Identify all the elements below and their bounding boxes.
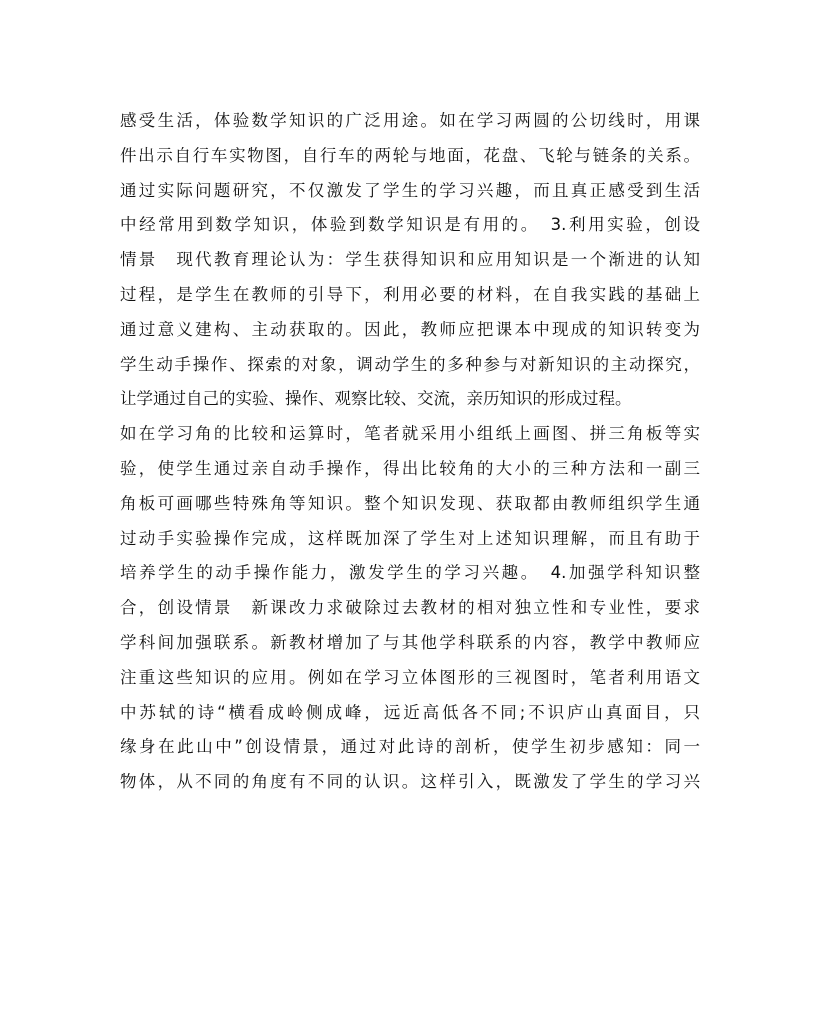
text-line: 学生动手操作、探索的对象，调动学生的多种参与对新知识的主动探究， [120,354,700,374]
text-line: 中经常用到数学知识，体验到数学知识是有用的。 3.利用实验，创设 [120,215,700,235]
text-line: 通过意义建构、主动获取的。因此，教师应把课本中现成的知识转变为 [120,319,700,339]
text-line: 物体，从不同的角度有不同的认识。这样引入，既激发了学生的学习兴 [120,772,700,792]
text-line: 如在学习角的比较和运算时，笔者就采用小组纸上画图、拼三角板等实 [120,424,700,444]
text-line: 让学通过自己的实验、操作、观察比较、交流，亲历知识的形成过程。 [120,389,632,409]
text-line: 中苏轼的诗“横看成岭侧成峰，远近高低各不同;不识庐山真面目，只 [120,702,700,722]
text-line: 情景 现代教育理论认为：学生获得知识和应用知识是一个渐进的认知 [120,250,700,270]
text-line: 通过实际问题研究，不仅激发了学生的学习兴趣，而且真正感受到生活 [120,180,700,200]
text-line: 缘身在此山中”创设情景，通过对此诗的剖析，使学生初步感知：同一 [120,737,700,757]
text-line: 过程，是学生在教师的引导下，利用必要的材料，在自我实践的基础上 [120,284,700,304]
text-line: 注重这些知识的应用。例如在学习立体图形的三视图时，笔者利用语文 [120,667,700,687]
text-line: 件出示自行车实物图，自行车的两轮与地面，花盘、飞轮与链条的关系。 [120,145,700,165]
text-line: 感受生活，体验数学知识的广泛用途。如在学习两圆的公切线时，用课 [120,111,700,130]
text-line: 过动手实验操作完成，这样既加深了学生对上述知识理解，而且有助于 [120,528,700,548]
text-line: 合，创设情景 新课改力求破除过去教材的相对独立性和专业性，要求 [120,598,700,618]
text-line: 培养学生的动手操作能力，激发学生的学习兴趣。 4.加强学科知识整 [120,563,700,583]
body-text [120,104,700,800]
text-line: 验，使学生通过亲自动手操作，得出比较角的大小的三种方法和一副三 [120,458,700,478]
text-line: 学科间加强联系。新教材增加了与其他学科联系的内容，教学中教师应 [120,632,700,652]
text-line: 角板可画哪些特殊角等知识。整个知识发现、获取都由教师组织学生通 [120,493,700,513]
